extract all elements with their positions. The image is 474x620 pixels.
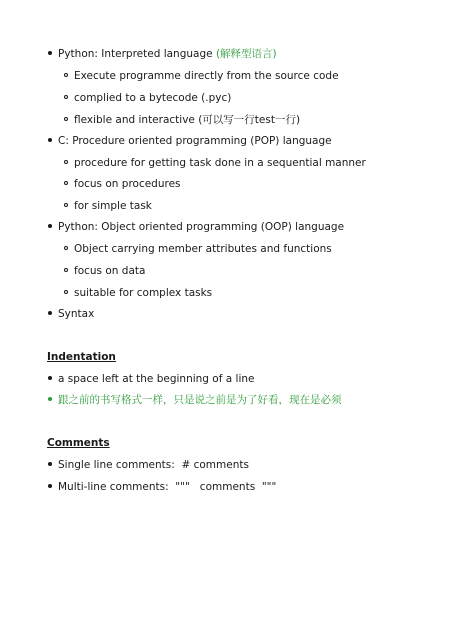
list-item-text: Single line comments: # comments	[58, 459, 249, 471]
list-item-text: Python: Interpreted language	[58, 48, 216, 60]
list-item-python-oop	[48, 220, 344, 234]
list-item-text: C: Procedure oriented programming (POP) language	[58, 135, 332, 147]
list-subitem-text: procedure for getting task done in a sequential manner	[74, 157, 366, 169]
bullet-icon	[48, 307, 58, 321]
list-subitem-focus-procedures	[64, 177, 181, 191]
sub-bullet-icon	[64, 69, 74, 83]
list-item-syntax	[48, 307, 94, 321]
list-subitem-text: complied to a bytecode (.pyc)	[74, 92, 232, 104]
list-subitem-procedure	[64, 156, 366, 170]
list-subitem-text: Execute programme directly from the source code	[74, 70, 339, 82]
list-subitem-focus-data	[64, 264, 145, 278]
list-subitem-simple-task	[64, 199, 152, 213]
list-item-cn-note	[48, 393, 342, 407]
sub-bullet-icon	[64, 113, 74, 127]
list-item-text: 跟之前的书写格式一样，只是说之前是为了好看，现在是必须	[58, 394, 342, 406]
bullet-icon	[48, 458, 58, 472]
sub-bullet-icon	[64, 199, 74, 213]
list-subitem-text: flexible and interactive (可以写一行test一行)	[74, 114, 301, 126]
sub-bullet-icon	[64, 91, 74, 105]
list-item-text: a space left at the beginning of a line	[58, 373, 255, 385]
list-item-text: Multi-line comments: """ comments """	[58, 481, 277, 493]
sub-bullet-icon	[64, 177, 74, 191]
list-subitem-execute	[64, 69, 339, 83]
list-item-text: Python: Object oriented programming (OOP) language	[58, 221, 345, 233]
sub-bullet-icon	[64, 156, 74, 170]
list-subitem-text: suitable for complex tasks	[74, 287, 213, 299]
sub-bullet-icon	[64, 242, 74, 256]
sub-bullet-icon	[64, 286, 74, 300]
comments-heading: Comments	[47, 437, 110, 449]
list-subitem-bytecode	[64, 91, 231, 105]
sub-bullet-icon	[64, 264, 74, 278]
list-subitem-text: focus on procedures	[74, 178, 181, 190]
bullet-icon	[48, 220, 58, 234]
bullet-icon	[48, 480, 58, 494]
list-item-space	[48, 372, 255, 386]
list-item-text-cn: (解释型语言)	[215, 48, 277, 60]
list-subitem-object	[64, 242, 332, 256]
list-subitem-complex	[64, 286, 212, 300]
list-subitem-text: focus on data	[74, 265, 146, 277]
list-item-c-pop	[48, 134, 332, 148]
list-subitem-text: Object carrying member attributes and functions	[74, 243, 332, 255]
list-item-single-line	[48, 458, 249, 472]
bullet-icon	[48, 372, 58, 386]
list-item-text: Syntax	[58, 308, 95, 320]
list-item-multi-line	[48, 480, 276, 494]
list-subitem-text: for simple task	[74, 200, 152, 212]
indentation-heading: Indentation	[47, 351, 116, 363]
list-subitem-flexible	[64, 113, 300, 127]
list-item-python-interpreted	[48, 47, 277, 61]
bullet-icon	[48, 47, 58, 61]
bullet-icon	[48, 393, 58, 407]
bullet-icon	[48, 134, 58, 148]
